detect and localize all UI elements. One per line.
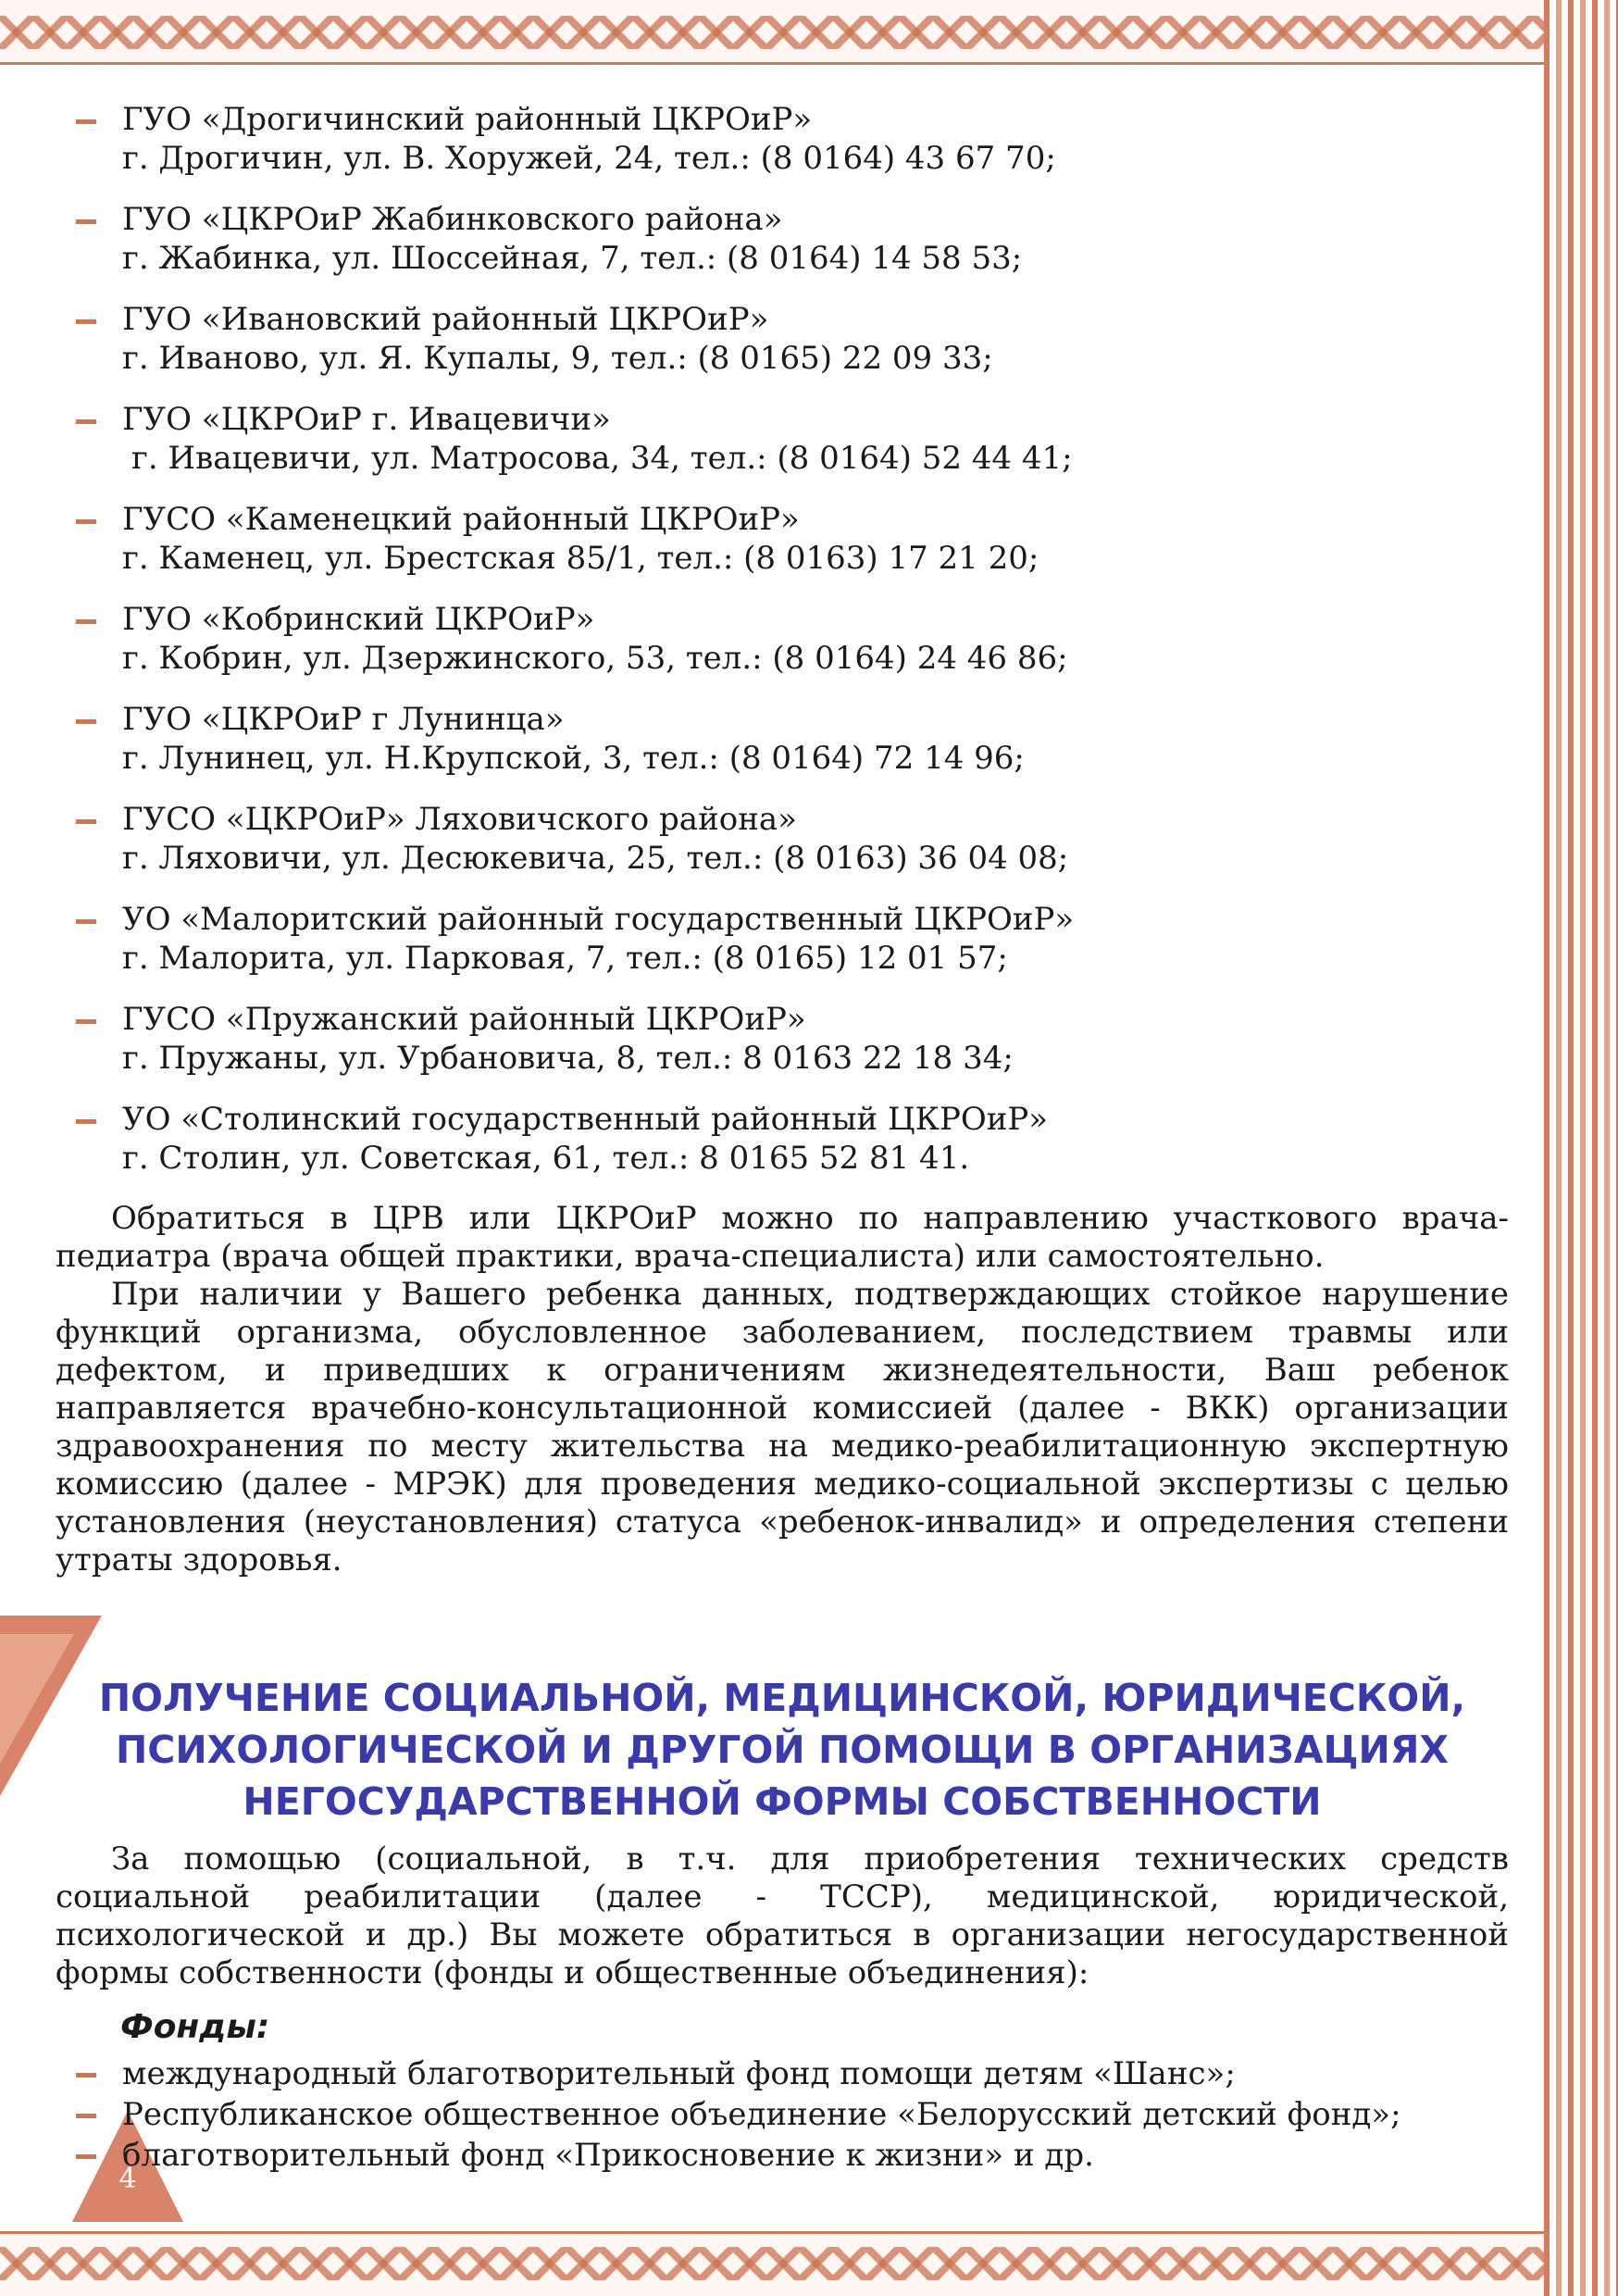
dash-bullet-icon [76,319,96,324]
dash-bullet-icon [76,919,96,924]
list-item [56,200,1509,278]
dash-bullet-icon [76,619,96,624]
list-item [56,1000,1509,1078]
org-name: ГУО «ЦКРОиР г Лунинца» [122,701,565,738]
org-address: г. Каменец, ул. Брестская 85/1, тел.: (8 0163) 17 21 20; [122,540,1039,577]
list-item [56,300,1509,378]
org-address: г. Кобрин, ул. Дзержинского, 53, тел.: (8 0164) 24 46 86; [122,640,1068,677]
organization-list [56,100,1509,1178]
org-name: ГУСО «Пружанский районный ЦКРОиР» [122,1001,806,1038]
org-address: г. Иваново, ул. Я. Купалы, 9, тел.: (8 0165) 22 09 33; [122,340,993,377]
heading-line: НЕГОСУДАРСТВЕННОЙ ФОРМЫ СОБСТВЕННОСТИ [243,1779,1322,1824]
dash-bullet-icon [76,219,96,224]
referral-paragraph: Обратиться в ЦРВ или ЦКРОиР можно по направлению участкового врача-педиатра (врача общей практики, врача-специалиста) или самостоятельно. [56,1200,1509,1275]
org-name: УО «Малоритский районный государственный ЦКРОиР» [122,901,1075,938]
list-item [56,2135,1509,2176]
org-name: ГУСО «ЦКРОиР» Ляховичского района» [122,801,797,838]
org-name: ГУО «Ивановский районный ЦКРОиР» [122,301,769,338]
ornament-right-border [1544,0,1618,2296]
org-name: ГУО «Дрогичинский районный ЦКРОиР» [122,101,813,138]
list-item [56,1100,1509,1178]
org-address: г. Пружаны, ул. Урбановича, 8, тел.: 8 0163 22 18 34; [122,1040,1014,1077]
section-heading [56,1672,1509,1828]
dash-bullet-icon [76,519,96,524]
dash-bullet-icon [76,2114,96,2118]
fund-name: международный благотворительный фонд помощи детям «Шанс»; [122,2055,1236,2092]
org-address: г. Дрогичин, ул. В. Хоружей, 24, тел.: (8 0164) 43 67 70; [122,140,1056,177]
list-item [56,800,1509,878]
dash-bullet-icon [76,2154,96,2159]
disability-paragraph: При наличии у Вашего ребенка данных, подтверждающих стойкое нарушение функций организма, обусловленное заболеванием, последствием травмы или дефектом, и приведших к ограничениям жизнедеятельности, Ваш ребенок направляется врачебно-консультационной комиссией (далее - ВКК) организации здравоохранения по месту жительства на медико-реабилитационную экспертную комиссию (далее - МРЭК) для проведения медико-социальной экспертизы с целью установления (неустановления) статуса «ребенок-инвалид» и определения степени утраты здоровья. [56,1276,1509,1578]
org-name: ГУСО «Каменецкий районный ЦКРОиР» [122,501,800,538]
fund-name: благотворительный фонд «Прикосновение к жизни» и др. [122,2137,1094,2174]
list-item [56,900,1509,978]
org-address: г. Ляховичи, ул. Десюкевича, 25, тел.: (8 0163) 36 04 08; [122,840,1069,877]
list-item [56,700,1509,778]
heading-line: ПОЛУЧЕНИЕ СОЦИАЛЬНОЙ, МЕДИЦИНСКОЙ, ЮРИДИЧЕСКОЙ, [98,1676,1466,1720]
dash-bullet-icon [76,719,96,724]
org-address: г. Жабинка, ул. Шоссейная, 7, тел.: (8 0164) 14 58 53; [122,240,1023,277]
org-address: г. Малорита, ул. Парковая, 7, тел.: (8 0165) 12 01 57; [122,940,1008,977]
dash-bullet-icon [76,819,96,824]
assistance-paragraph: За помощью (социальной, в т.ч. для приобретения технических средств социальной реабилитации (далее - ТССР), медицинской, юридической, психологической и др.) Вы можете обратиться в организации негосударственной формы собственности (фонды и общественные объединения): [56,1841,1509,1991]
org-address: г. Лунинец, ул. Н.Крупской, 3, тел.: (8 0164) 72 14 96; [122,740,1025,777]
ornament-bottom-border [0,2231,1544,2296]
heading-line: ПСИХОЛОГИЧЕСКОЙ И ДРУГОЙ ПОМОЩИ В ОРГАНИЗАЦИЯХ [115,1728,1450,1772]
list-item [56,100,1509,178]
org-name: УО «Столинский государственный районный ЦКРОиР» [122,1101,1049,1138]
funds-subheading: Фонды: [120,2008,270,2046]
org-name: ГУО «ЦКРОиР Жабинковского района» [122,201,783,238]
list-item [56,2094,1509,2135]
dash-bullet-icon [76,419,96,424]
dash-bullet-icon [76,1119,96,1124]
page-content [56,100,1509,2176]
org-name: ГУО «ЦКРОиР г. Ивацевичи» [122,401,611,438]
page-number: 4 [118,2163,137,2195]
list-item [56,500,1509,578]
list-item [56,600,1509,678]
org-address: г. Столин, ул. Советская, 61, тел.: 8 0165 52 81 41. [122,1140,970,1177]
org-name: ГУО «Кобринский ЦКРОиР» [122,601,595,638]
list-item [56,400,1509,478]
dash-bullet-icon [76,1019,96,1024]
list-item [56,2053,1509,2094]
ornament-top-border [0,0,1544,65]
dash-bullet-icon [76,2073,96,2078]
dash-bullet-icon [76,119,96,124]
org-address: г. Ивацевичи, ул. Матросова, 34, тел.: (8 0164) 52 44 41; [131,440,1073,477]
fund-name: Республиканское общественное объединение «Белорусский детский фонд»; [122,2096,1401,2133]
